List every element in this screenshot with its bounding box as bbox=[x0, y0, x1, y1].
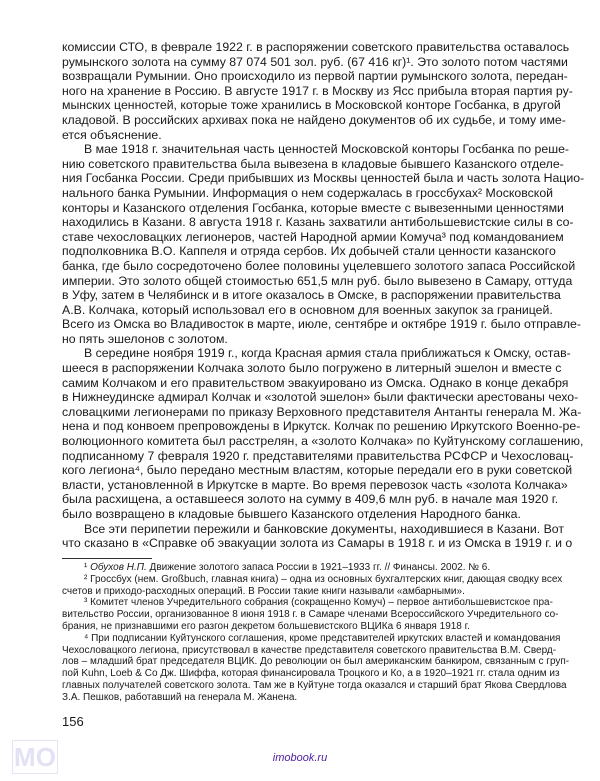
text-line: подполковника В.О. Каппеля и отряда сербов. Их добычей стали ценности казанского bbox=[62, 244, 556, 259]
text-line: лов – младший брат председателя ВЦИК. До революции он был американским банкиром, связанным с груп- bbox=[62, 656, 570, 668]
footnote bbox=[62, 632, 570, 704]
text-line: находились в Казани. 8 августа 1918 г. Казань захватили антибольшевистские силы в со- bbox=[62, 215, 574, 230]
text-line: власти, установленной в Иркутске в марте. Во время перевозок часть «золота Колчака» bbox=[62, 477, 568, 492]
text-line: ³ Комитет членов Учредительного собрания (сокращенно Комуч) – первое антибольшевистское пра- bbox=[84, 597, 553, 609]
text-line: ⁴ При подписании Куйтунского соглашения, кроме представителей иркутских властей и командования bbox=[84, 632, 561, 644]
paragraph bbox=[62, 40, 573, 142]
text-line: мынских ценностей, которые тоже хранились в Московской конторе Госбанка, в другой bbox=[62, 98, 561, 113]
text-line: была расхищена, а оставшееся золото на сумму в 409,6 млн руб. в начале мая 1920 г. bbox=[62, 492, 559, 507]
text-line: ¹ Обухов Н.П. Движение золотого запаса России в 1921–1933 гг. // Финансы. 2002. № 6. bbox=[84, 562, 491, 573]
text-line: ного на хранение в Россию. В августе 1917 г. в Москву из Ясс прибыла вторая партия ру- bbox=[62, 83, 573, 98]
text-line: ется объяснение. bbox=[62, 127, 162, 142]
text-line: З.А. Пешков, работавший на генерала М. Жанена. bbox=[62, 691, 298, 703]
text-line: кладовой. В российских архивах пока не найдено документов об их судьбе, и тому име- bbox=[62, 112, 566, 127]
text-line: нию советского правительства была вывезена в кладовые бывшего Казанского отделе- bbox=[62, 156, 564, 171]
text-line: конторы и Казанского отделения Госбанка, которые вместе с вывезенными ценностями bbox=[62, 200, 564, 215]
paragraph bbox=[62, 521, 573, 551]
paragraph bbox=[62, 346, 584, 521]
text-line: В середине ноября 1919 г., когда Красная армия стала приближаться к Омску, остав- bbox=[84, 346, 571, 361]
text-line: комиссии СТО, в феврале 1922 г. в распоряжении советского правительства оставалось bbox=[62, 40, 570, 54]
footnote bbox=[62, 597, 559, 632]
text-line: румынского золота на сумму 87 074 501 зол. руб. (67 416 кг)¹. Это золото потом частями bbox=[62, 54, 568, 69]
text-line: ² Гроссбух (нем. Großbuch, главная книга) – одна из основных бухгалтерских книг, дающая сводку всех bbox=[84, 573, 563, 585]
text-line: нального банка Румынии. Информация о нем содержалась в гроссбухах² Московской bbox=[62, 185, 554, 200]
text-line: главных получателей советского золота. Там же в Куйтуне тогда оказался и старший брат Якова Свердлова bbox=[62, 679, 567, 691]
text-line: кого легиона⁴, было передано местным властям, которые передали его в руки советской bbox=[62, 463, 573, 478]
text-line: В мае 1918 г. значительная часть ценностей Московской конторы Госбанка по реше- bbox=[84, 142, 570, 157]
text-line: было возвращено в кладовые бывшего Казанского отделения Народного банка. bbox=[62, 507, 521, 521]
text-line: счетов и приходо-расходных операций. В России такие книги называли «амбарными». bbox=[62, 585, 465, 597]
text-line: в Уфу, затем в Челябинск и в итоге оказалось в Омске, в распоряжении правительства bbox=[62, 288, 561, 303]
text-line: Чехословацкого легиона, присутствовал в качестве представителя советского правительства В.М. Сверд- bbox=[62, 644, 557, 656]
footnotes bbox=[62, 562, 570, 704]
author-name: Обухов Н.П. bbox=[90, 562, 147, 573]
text-line: что сказано в «Справке об эвакуации золота из Самары в 1918 г. и из Омска в 1919 г. и о bbox=[62, 536, 573, 551]
text-line: Всего из Омска во Владивосток в марте, июле, сентябре и октябре 1919 г. было отправле- bbox=[62, 317, 581, 332]
text-line: волюционного комитета был расстрелян, а «золото Колчака» по Куйтунскому соглашению, bbox=[62, 434, 584, 449]
site-link[interactable]: imobook.ru bbox=[272, 752, 328, 764]
text-line: ставе чехословацких легионеров, частей Народной армии Комуча³ под командованием bbox=[62, 229, 564, 244]
text-line: брания, не признавшими его разгон декретом большевистского ВЦИКа 6 января 1918 г. bbox=[62, 620, 470, 632]
text-line: шееся в распоряжении Колчака золото было погружено в литерный эшелон и вместе с bbox=[62, 361, 562, 376]
text-line: Все эти перипетии пережили и банковские документы, находившиеся в Казани. Вот bbox=[84, 521, 564, 536]
text-line: но пять эшелонов с золотом. bbox=[62, 331, 228, 346]
text-line: империи. Это золото общей стоимостью 651,5 млн руб. было вывезено в Самару, оттуда bbox=[62, 273, 573, 288]
watermark-logo: МО bbox=[12, 740, 58, 774]
text-line: словацкими легионерами по приказу Верховного представителя Антанты генерала М. Жа- bbox=[62, 404, 582, 419]
text-line: вительство России, организованное 8 июня 1918 г. в Самаре членами Всероссийского Учредительного со- bbox=[62, 609, 559, 621]
text-line: самим Колчаком и его правительством эвакуировано из Омска. Однако в конце декабря bbox=[62, 375, 569, 390]
text-line: в Нижнеудинске адмирал Колчак и «золотой эшелон» были фактически арестованы чехо- bbox=[62, 390, 579, 405]
text-line: возвращали Румынии. Оно происходило из первой партии румынского золота, передан- bbox=[62, 69, 568, 84]
body-text bbox=[62, 40, 585, 551]
text-line: ния Госбанка России. Среди прибывших из Москвы ценностей была и часть золота Нацио- bbox=[62, 171, 585, 186]
text-line: подписанному 7 февраля 1920 г. представителями правительства РСФСР и Чехословац- bbox=[62, 448, 574, 463]
paragraph bbox=[62, 142, 585, 346]
footnote-separator bbox=[62, 558, 152, 559]
page-number: 156 bbox=[62, 714, 84, 729]
footnote bbox=[62, 573, 563, 598]
footnote bbox=[62, 562, 538, 574]
text-line: А.В. Колчака, который использовал его в основном для военных закупок за границей. bbox=[62, 302, 553, 317]
text-line: нена и под конвоем препровождены в Иркутск. Колчак по решению Иркутского Военно-ре- bbox=[62, 419, 581, 434]
text-line: пой Kuhn, Loeb & Co Дж. Шиффа, которая финансировала Троцкого и Ко, а в 1920–1921 гг. стала одним из bbox=[62, 668, 560, 680]
text-line: банка, где было сосредоточено более половины уцелевшего золотого запаса Российской bbox=[62, 258, 576, 273]
